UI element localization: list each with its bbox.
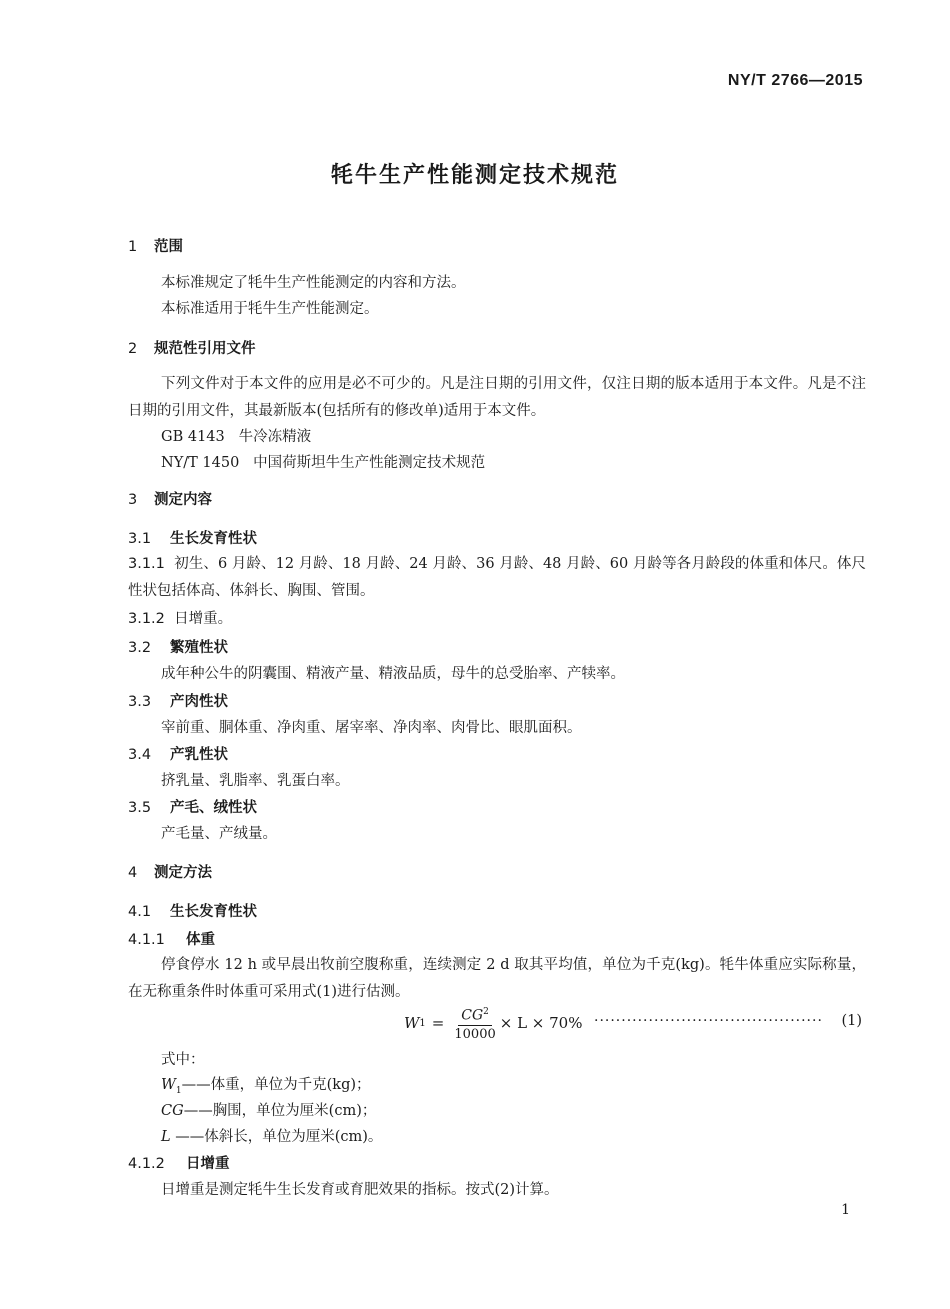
reference-1 — [161, 425, 311, 446]
page-number: 1 — [841, 1202, 850, 1218]
reference-2-code: NY/T 1450 — [161, 455, 240, 471]
section-1-para-1: 本标准规定了牦牛生产性能测定的内容和方法。 — [161, 275, 466, 291]
section-1-para-2: 本标准适用于牦牛生产性能测定。 — [161, 301, 379, 317]
formula-equation-number: (1) — [841, 1013, 862, 1029]
section-2-para: 下列文件对于本文件的应用是必不可少的。凡是注日期的引用文件，仅注日期的版本适用于本文件。凡是不注日期的引用文件，其最新版本(包括所有的修改单)适用于本文件。 — [128, 376, 866, 419]
section-3-2-text: 成年种公牛的阴囊围、精液产量、精液品质，母牛的总受胎率、产犊率。 — [161, 666, 625, 682]
section-2-heading: 2 规范性引用文件 — [128, 341, 256, 357]
where-label: 式中： — [161, 1052, 205, 1068]
formula-numerator: $CG^2$ — [458, 1004, 492, 1026]
formula-denominator: 10000 — [454, 1026, 496, 1042]
section-3-heading: 3 测定内容 — [128, 492, 212, 508]
section-3-1-1-para — [128, 551, 866, 605]
section-3-1-1-number: 3.1.1 — [128, 556, 165, 572]
section-3-5-text: 产毛量、产绒量。 — [161, 826, 277, 842]
formula-lhs: W — [404, 1014, 420, 1033]
section-3-3-text: 宰前重、胴体重、净肉重、屠宰率、净肉率、肉骨比、眼肌面积。 — [161, 720, 582, 736]
reference-2-title: 中国荷斯坦牛生产性能测定技术规范 — [253, 455, 486, 471]
section-3-5-heading: 3.5 产毛、绒性状 — [128, 800, 257, 816]
document-title: 牦牛生产性能测定技术规范 — [330, 163, 619, 188]
section-1-heading: 1 范围 — [128, 239, 183, 255]
section-3-3-heading: 3.3 产肉性状 — [128, 694, 228, 710]
formula-rest: × L × 70% — [499, 1014, 583, 1033]
section-4-heading: 4 测定方法 — [128, 865, 212, 881]
section-4-1-1-text: 停食停水 12 h 或早晨出牧前空腹称重，连续测定 2 d 取其平均值，单位为千克(kg)。牦牛体重应实际称量，在无称重条件时体重可采用式(1)进行估测。 — [128, 957, 866, 1000]
section-3-4-text: 挤乳量、乳脂率、乳蛋白率。 — [161, 773, 350, 789]
section-4-1-2-text: 日增重是测定牦牛生长发育或育肥效果的指标。按式(2)计算。 — [161, 1182, 559, 1198]
formula-leader-dots: ·········································· — [594, 1013, 823, 1029]
definition-1: $W_1——$体重，单位为千克(kg)； — [161, 1077, 371, 1096]
definition-3: L ——体斜长，单位为厘米(cm)。 — [161, 1129, 383, 1145]
reference-2 — [161, 451, 485, 472]
section-3-4-heading: 3.4 产乳性状 — [128, 747, 228, 763]
formula-fraction — [454, 1004, 495, 1043]
reference-1-title: 牛冷冻精液 — [238, 429, 312, 445]
section-4-1-heading: 4.1 生长发育性状 — [128, 904, 257, 920]
section-3-1-2-para: 3.1.2 日增重。 — [128, 611, 233, 627]
definition-2: CG——胸围，单位为厘米(cm)； — [161, 1103, 377, 1119]
formula-equals: = — [431, 1014, 445, 1033]
section-4-1-2-heading: 4.1.2 日增重 — [128, 1156, 230, 1172]
standard-number: NY/T 2766—2015 — [727, 72, 863, 89]
section-3-1-1-text: 初生、6 月龄、12 月龄、18 月龄、24 月龄、36 月龄、48 月龄、60 月龄等各月龄段的体重和体尺。体尺性状包括体高、体斜长、胸围、管围。 — [128, 556, 866, 599]
section-4-1-1-heading: 4.1.1 体重 — [128, 932, 215, 948]
formula-1 — [404, 1004, 582, 1043]
formula-lhs-subscript: 1 — [419, 1017, 426, 1029]
section-3-2-heading: 3.2 繁殖性状 — [128, 640, 228, 656]
reference-1-code: GB 4143 — [161, 429, 225, 445]
section-3-1-heading: 3.1 生长发育性状 — [128, 531, 257, 547]
